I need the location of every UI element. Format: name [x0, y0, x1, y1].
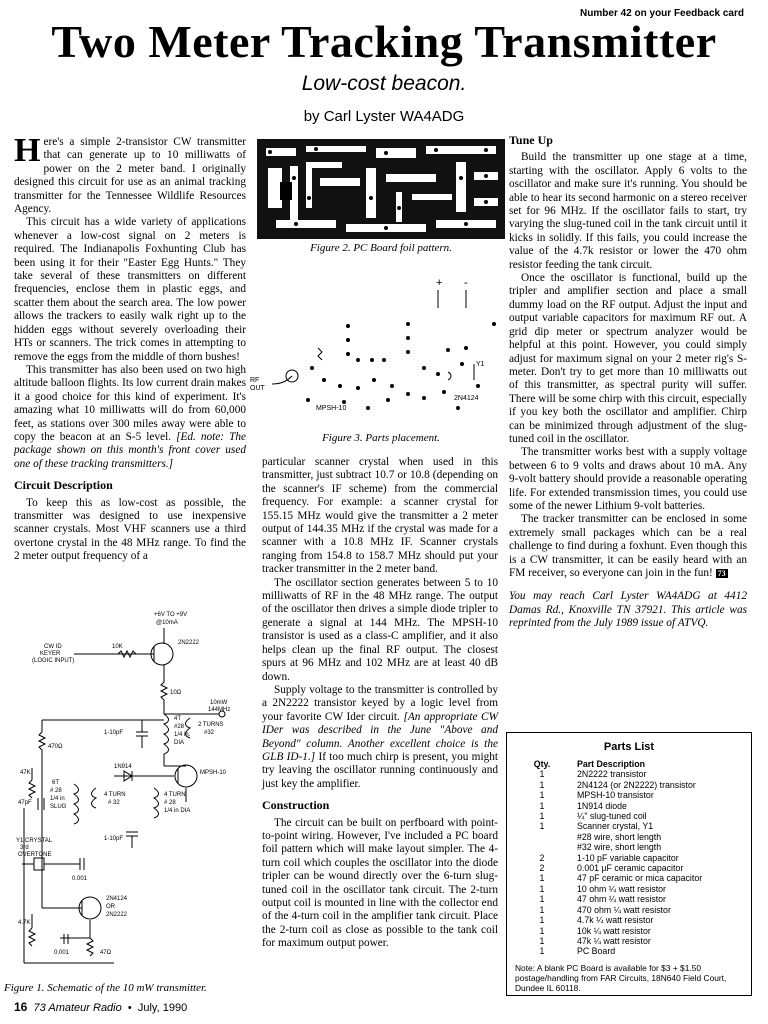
parts-list-row: [507, 915, 751, 925]
paragraph: This transmitter has also been used on two high altitude balloon flights. Its low current drain makes it a good choice for this kind of experiment. It's amazing what 10 milliwatts will do from 60,000 feet, as stations over 300 miles away were able to copy the beacon at an S-5 level. [Ed. note: The package shown on this month's front cover used one of these tracking transmitters.]: [14, 363, 247, 470]
schematic-label: 4 TURN: [164, 792, 186, 798]
schematic-label: 0.001: [54, 950, 70, 956]
part-description: Scanner crystal, Y1: [577, 821, 654, 832]
schematic-label: #32: [204, 730, 215, 736]
part-qty: 2: [539, 863, 545, 874]
schematic-label: 4 TURN: [104, 792, 126, 798]
parts-list-row: [507, 801, 751, 811]
article-subtitle: Low-cost beacon.: [301, 72, 467, 95]
paragraph: To keep this as low-cost as possible, the transmitter was designed to use inexpensive scanner crystals. Most VHF scanners use a third overtone crystal in the 48 MHz range. To find the 2 meter output frequency of a: [14, 496, 246, 563]
schematic-label: 2 TURNS: [198, 722, 224, 728]
schematic-label: OVERTONE: [18, 852, 52, 858]
parts-list-row: [507, 926, 751, 936]
paragraph: Supply voltage to the transmitter is controlled by a 2N2222 transistor keyed by a logic level from your favorite CW Ider circuit. [An appropriate CW IDer was described in the June "Above and Beyond" column. Another excellent choice is the GLB ID-1.] If too much chirp is present, you might try leaving the oscillator running continuously and just key the amplifier.: [262, 683, 499, 790]
schematic-label: 1-10pF: [104, 836, 124, 842]
schematic-label: 3rd: [20, 845, 29, 851]
part-description: 4.7k ¼ watt resistor: [577, 915, 654, 926]
parts-list-rows: [507, 769, 751, 956]
parts-list-row: [507, 811, 751, 821]
part-description: 47k ¼ watt resistor: [577, 935, 651, 946]
part-description: 2N4124 (or 2N2222) transistor: [577, 779, 696, 790]
page-number: 16: [14, 1000, 28, 1014]
part-description: #28 wire, short length: [577, 831, 662, 842]
part-qty: 1: [539, 779, 545, 790]
schematic-label: #28: [174, 724, 185, 730]
schematic-label: 4T: [174, 716, 182, 722]
schematic-label: 47K: [20, 770, 31, 776]
figure-1: [14, 608, 250, 984]
drop-cap: H: [14, 132, 41, 169]
placement-label: +: [436, 277, 443, 289]
part-qty: 1: [539, 873, 545, 884]
parts-list-row: [507, 946, 751, 956]
parts-list-row: [507, 790, 751, 800]
part-qty: 1: [539, 790, 545, 801]
part-qty: 1: [539, 894, 545, 905]
schematic-label: @10mA: [156, 620, 178, 626]
paragraph: The transmitter works best with a supply voltage between 6 to 9 volts and draws about 10 mA. Any 9-volt battery should provide a reasonable operating life. For extended transmission times, you could use some of the newer Lithium 9-volt batteries.: [509, 446, 747, 512]
parts-list-row: [507, 832, 751, 842]
schematic-label: 1N914: [114, 764, 132, 770]
author-contact: You may reach Carl Lyster WA4ADG at 4412 Damas Rd., Knoxville TN 37921. This article was reprinted from the July 1989 issue of ATVQ.: [509, 590, 747, 630]
schematic-label: MPSH-10: [200, 770, 227, 776]
schematic-label: DIA: [174, 740, 185, 746]
parts-list-row: [507, 842, 751, 852]
schematic-label: 10Ω: [170, 690, 182, 696]
figure-3: [248, 268, 508, 428]
magazine-name: 73 Amateur Radio: [33, 1002, 122, 1014]
schematic-label: 470Ω: [48, 744, 63, 750]
schematic-label: # 28: [50, 788, 62, 794]
pcb-foil-pattern: [256, 138, 506, 240]
paragraph: The tracker transmitter can be enclosed in some extremely small packages which can be a real challenge to find during a foxhunt. Even though this is a CW transmitter, it can be easily heard with an FM receiver, so everyone can join in the fun! 73: [509, 513, 747, 579]
part-qty: [507, 832, 577, 842]
part-qty: 1: [539, 769, 545, 780]
schematic-label: 2N2222: [178, 640, 200, 646]
part-qty: [507, 842, 577, 852]
figure-2-caption: Figure 2. PC Board foil pattern.: [310, 242, 452, 254]
placement-label: Y1: [476, 361, 485, 368]
schematic-label: 1/4 in.: [174, 732, 191, 738]
parts-list-row: [507, 884, 751, 894]
schematic-diagram: [14, 608, 250, 984]
schematic-label: # 32: [108, 800, 120, 806]
paragraph: The oscillator section generates between 5 to 10 milliwatts of RF in the 48 MHz range. The output of the oscillator then drives a simple diode tripler to generate a signal at 144 MHz. The MPSH-10 transistor is used as a class-C amplifier, and it also helps clean up the final RF output. The closest spurs at 96 MHz and 102 MHz are at least 40 dB down.: [262, 576, 498, 683]
schematic-label: CW ID: [44, 644, 62, 650]
schematic-label: (LOGIC INPUT): [32, 658, 75, 664]
part-description: 1N914 diode: [577, 800, 627, 811]
schematic-label: +6V TO +9V: [154, 612, 188, 618]
placement-label: MPSH-10: [316, 405, 347, 412]
placement-label: OUT: [250, 385, 265, 392]
parts-list-row: [507, 769, 751, 779]
figure-1-caption: Figure 1. Schematic of the 10 mW transmitter.: [4, 982, 207, 994]
placement-label: 2N4124: [454, 395, 479, 402]
parts-placement-diagram: [248, 268, 508, 428]
schematic-label: 2N2222: [106, 912, 128, 918]
part-description: 10k ¼ watt resistor: [577, 925, 651, 936]
parts-list-title: Parts List: [603, 741, 655, 753]
schematic-label: 144MHz: [208, 707, 231, 713]
schematic-label: 47pF: [18, 800, 32, 806]
paragraph: particular scanner crystal when used in this transmitter, just subtract 10.7 or 10.8 (depending on the scanner's IF scheme) from the commercial frequency. For example: a scanner crystal for 155.15 MHz would give the transmitter a 2 meter output of 144.35 MHz if the crystal was made for a scanner with a 10.8 MHz IF. Scanner crystals ranging from 154.8 to 158.7 MHz should put your tracker transmitter in the 2 meter band.: [262, 456, 498, 576]
part-qty: 1: [539, 946, 545, 957]
parts-list-row: [507, 873, 751, 883]
paragraph: The circuit can be built on perfboard with point-to-point wiring. However, I've included a PC board foil pattern which will make layout simpler. The 4-turn coil which couples the oscillator into the diode tripler can be wound directly over the 6-turn slug-tuned coil in the oscillator tank circuit. The 2-turn output coil is mounted in line with the collector end of the 4-turn coil in the amplifier tank circuit. Place the 2-turn coil as close as possible to the tank coil for maximum output power.: [262, 816, 498, 950]
schematic-label: 1/4 in DIA: [164, 808, 191, 814]
part-description: ¼" slug-tuned coil: [577, 811, 647, 822]
schematic-label: 10mW: [210, 700, 228, 706]
article-byline: by Carl Lyster WA4ADG: [303, 108, 465, 125]
schematic-label: 2N4124: [106, 896, 128, 902]
part-description: 47 pF ceramic or mica capacitor: [577, 873, 703, 884]
part-description: 2N2222 transistor: [577, 769, 647, 780]
column-3: [509, 134, 747, 631]
placement-label: RF: [250, 377, 260, 384]
description-header: Part Description: [577, 759, 645, 769]
paragraph: Build the transmitter up one stage at a time, starting with the oscillator. Apply 6 volts to the oscillator and make sure it's running. You should be able to hear its second harmonic on a stereo receiver set for 96 MHz. If the oscillator fails to start, try varying the slug-tuned coil in the tank circuit until it kicks in solidly. If this fails, you could increase the value of the 4.7k resistor or lower the 470 ohm resistor feeding the tank circuit.: [509, 151, 747, 271]
figure-3-caption: Figure 3. Parts placement.: [322, 432, 440, 444]
editor-note: [An appropriate CW IDer was described in the June "Above and Beyond" column. Another excellent choice is the GLB ID-1.]: [262, 710, 498, 763]
intro-paragraph: Here's a simple 2-transistor CW transmitter that can generate up to 10 milliwatts of power on the 2 meter band. I originally designed this circuit for use as an animal tracking transmitter for the Tennessee Wildlife Resources Agency.: [14, 132, 246, 216]
footer-separator: •: [127, 1002, 132, 1014]
part-qty: 1: [539, 821, 545, 832]
part-description: 10 ohm ¼ watt resistor: [577, 883, 666, 894]
part-qty: 1: [539, 915, 545, 926]
parts-list-box: [506, 732, 752, 996]
parts-list-row: [507, 821, 751, 831]
parts-list-row: [507, 936, 751, 946]
schematic-label: # 28: [164, 800, 176, 806]
figure-2: [256, 138, 506, 240]
part-description: 47 ohm ¼ watt resistor: [577, 894, 666, 905]
schematic-label: 1/4 in: [50, 796, 65, 802]
part-description: MPSH-10 transistor: [577, 790, 654, 801]
schematic-label: Y1 CRYSTAL: [16, 838, 53, 844]
schematic-label: OR: [106, 904, 115, 910]
schematic-label: 6T: [52, 780, 60, 786]
part-qty: 1: [539, 904, 545, 915]
article-title: Two Meter Tracking Transmitter: [51, 16, 717, 67]
part-description: PC Board: [577, 946, 616, 957]
schematic-label: 1-10pF: [104, 730, 124, 736]
qty-header: Qty.: [533, 759, 551, 769]
parts-list-note: Note: A blank PC Board is available for $3 + $1.50 postage/handling from FAR Circuits, 18N640 Field Court, Dundee IL 60118.: [515, 962, 727, 993]
parts-list-row: [507, 894, 751, 904]
parts-list-row: [507, 905, 751, 915]
end-mark: 73: [717, 569, 726, 578]
part-description: 470 ohm ¼ watt resistor: [577, 904, 671, 915]
paragraph: This circuit has a wide variety of applications whenever a low-cost signal on 2 meters is required. The Indianapolis Foxhunting Club has been using it for their "Easter Egg Hunts." They take several of these transmitters on different frequencies, enclose them in plastic eggs, and scatter them about the search area. The low power allows the trackers to easily walk right up to the hidden eggs without severely overloading their HTs or scanners. The trick comes in attempting to remove the eggs from the middle of thorn bushes!: [14, 216, 246, 363]
parts-list-header: [507, 759, 751, 769]
section-heading-tune-up: Tune Up: [509, 133, 553, 147]
parts-list-row: [507, 863, 751, 873]
part-qty: 1: [539, 800, 545, 811]
part-qty: 1: [539, 925, 545, 936]
column-2: [262, 456, 498, 951]
schematic-label: 10K: [112, 644, 123, 650]
placement-label: -: [464, 277, 468, 289]
part-qty: 1: [539, 935, 545, 946]
schematic-label: KEYER: [40, 651, 61, 657]
part-qty: 2: [539, 852, 545, 863]
schematic-label: 4.7K: [18, 920, 31, 926]
paragraph: Once the oscillator is functional, build up the tripler and amplifier section and place a small dummy load on the RF output. Adjust the input and output variable capacitors for maximum RF out. A grid dip meter or spectrum analyzer would be helpful at this point. However, you could simply adjust for maximum signal on your 2 meter rig's S-meter. Don't try to get more than 10 milliwatts out of this transmitter, as spectral purity will suffer. There will be some chirp with this circuit, especially if you key both the oscillator and amplifier. Chirp can be minimized through adjustment of the slug-tuned coil in the oscillator.: [509, 272, 747, 445]
page-footer: [14, 1000, 187, 1014]
part-description: 1-10 pF variable capacitor: [577, 852, 679, 863]
part-qty: 1: [539, 811, 545, 822]
feedback-reference: Number 42 on your Feedback card: [580, 8, 744, 19]
parts-list-row: [507, 780, 751, 790]
schematic-label: 0.001: [72, 876, 88, 882]
part-description: #32 wire, short length: [577, 842, 662, 853]
parts-list-row: [507, 853, 751, 863]
schematic-label: 47Ω: [100, 950, 112, 956]
issue-date: July, 1990: [137, 1002, 188, 1014]
section-heading-circuit: Circuit Description: [14, 478, 113, 493]
column-1: [14, 132, 247, 564]
section-heading-construction: Construction: [262, 798, 330, 813]
schematic-label: SLUG: [50, 804, 67, 810]
part-description: 0.001 µF ceramic capacitor: [577, 863, 684, 874]
part-qty: 1: [539, 883, 545, 894]
editor-note: [Ed. note: The package shown on this month's front cover used one of these tracking transmitters.]: [14, 430, 247, 470]
